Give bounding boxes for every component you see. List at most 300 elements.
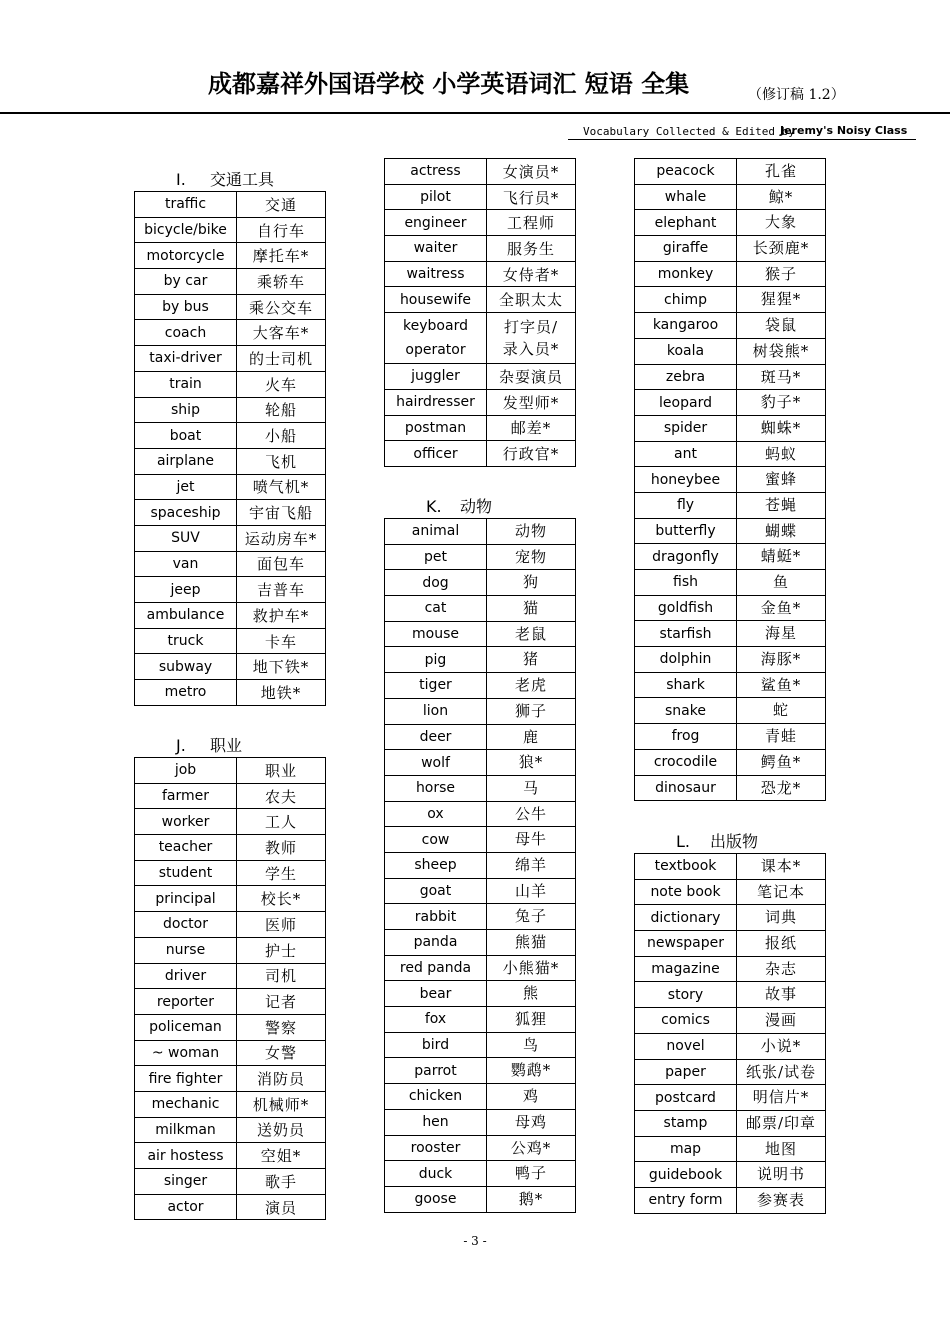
table-row	[635, 775, 826, 801]
credit-line: Vocabulary Collected & Edited by	[583, 125, 795, 138]
section-number: L.	[676, 832, 690, 851]
table-row	[385, 544, 576, 570]
english-term: dolphin	[635, 647, 737, 673]
chinese-term: 熊猫	[487, 930, 576, 956]
chinese-term: 大客车*	[237, 320, 326, 346]
english-term: newspaper	[635, 931, 737, 957]
table-row	[635, 544, 826, 570]
english-term: peacock	[635, 159, 737, 185]
table-row	[135, 243, 326, 269]
english-term: dictionary	[635, 905, 737, 931]
english-term: engineer	[385, 210, 487, 236]
english-term: chicken	[385, 1084, 487, 1110]
english-term: stamp	[635, 1110, 737, 1136]
table-row	[635, 570, 826, 596]
chinese-term: 参赛表	[737, 1187, 826, 1213]
chinese-term: 女演员*	[487, 159, 576, 185]
table-row	[135, 448, 326, 474]
table-row	[635, 236, 826, 262]
chinese-term: 鹿	[487, 724, 576, 750]
table-row	[385, 827, 576, 853]
chinese-term: 教师	[237, 835, 326, 861]
english-term: starfish	[635, 621, 737, 647]
english-term: ship	[135, 397, 237, 423]
chinese-term: 全职太太	[487, 287, 576, 313]
table-row	[135, 577, 326, 603]
chinese-term: 面包车	[237, 551, 326, 577]
english-term: rooster	[385, 1135, 487, 1161]
chinese-term: 摩托车*	[237, 243, 326, 269]
table-row	[135, 835, 326, 861]
english-term: cat	[385, 596, 487, 622]
english-term: ambulance	[135, 603, 237, 629]
chinese-term: 工人	[237, 809, 326, 835]
chinese-term: 喷气机*	[237, 474, 326, 500]
table-row	[635, 956, 826, 982]
table-row	[135, 1194, 326, 1220]
chinese-term: 故事	[737, 982, 826, 1008]
chinese-term: 鸭子	[487, 1161, 576, 1187]
section-name: 交通工具	[210, 170, 275, 189]
table-row	[135, 1169, 326, 1195]
table-row	[385, 364, 576, 390]
table-row	[135, 1117, 326, 1143]
table-row	[635, 441, 826, 467]
section-title-jobs	[176, 733, 242, 756]
chinese-term: 救护车*	[237, 603, 326, 629]
chinese-term: 杂志	[737, 956, 826, 982]
english-term: van	[135, 551, 237, 577]
table-row	[635, 749, 826, 775]
table-row	[385, 1109, 576, 1135]
english-term: job	[135, 758, 237, 784]
table-row	[385, 878, 576, 904]
chinese-term: 孔雀	[737, 159, 826, 185]
english-term: red panda	[385, 955, 487, 981]
english-term: housewife	[385, 287, 487, 313]
english-term: juggler	[385, 364, 487, 390]
english-term: ~ woman	[135, 1040, 237, 1066]
table-row	[385, 724, 576, 750]
section-name: 职业	[210, 736, 243, 755]
section-number: K.	[426, 497, 442, 516]
table-row	[135, 886, 326, 912]
table-row	[385, 750, 576, 776]
chinese-term: 轮船	[237, 397, 326, 423]
english-term: paper	[635, 1059, 737, 1085]
chinese-term: 消防员	[237, 1066, 326, 1092]
chinese-term: 树袋熊*	[737, 338, 826, 364]
table-row	[135, 963, 326, 989]
table-row	[635, 724, 826, 750]
english-term: officer	[385, 441, 487, 467]
english-term: pet	[385, 544, 487, 570]
table-row	[635, 1136, 826, 1162]
english-term: metro	[135, 680, 237, 706]
english-term: rabbit	[385, 904, 487, 930]
chinese-term: 地铁*	[237, 680, 326, 706]
chinese-term: 发型师*	[487, 389, 576, 415]
english-term: hen	[385, 1109, 487, 1135]
chinese-term: 蜘蛛*	[737, 415, 826, 441]
english-term: frog	[635, 724, 737, 750]
section-number: I.	[176, 170, 186, 189]
chinese-term: 豹子*	[737, 390, 826, 416]
english-term: duck	[385, 1161, 487, 1187]
section-title-animals	[426, 494, 492, 517]
chinese-term: 小熊猫*	[487, 955, 576, 981]
table-row	[385, 647, 576, 673]
vocab-table-jobs	[134, 757, 326, 1220]
english-term: waiter	[385, 236, 487, 262]
header-rule	[0, 112, 950, 114]
table-row	[385, 519, 576, 545]
chinese-term: 熊	[487, 981, 576, 1007]
chinese-term: 猩猩*	[737, 287, 826, 313]
english-term: actress	[385, 159, 487, 185]
english-term: comics	[635, 1008, 737, 1034]
table-row	[135, 1014, 326, 1040]
table-row	[135, 758, 326, 784]
english-term: tiger	[385, 673, 487, 699]
chinese-term: 交通	[237, 192, 326, 218]
table-row	[635, 313, 826, 339]
section-name: 出版物	[710, 832, 759, 851]
english-term: traffic	[135, 192, 237, 218]
chinese-term: 护士	[237, 937, 326, 963]
chinese-term: 行政官*	[487, 441, 576, 467]
chinese-term: 邮差*	[487, 415, 576, 441]
english-term: whale	[635, 184, 737, 210]
chinese-term: 司机	[237, 963, 326, 989]
table-row	[385, 261, 576, 287]
english-term: taxi-driver	[135, 346, 237, 372]
english-term: dragonfly	[635, 544, 737, 570]
chinese-term: 职业	[237, 758, 326, 784]
chinese-term: 报纸	[737, 931, 826, 957]
english-term: cow	[385, 827, 487, 853]
english-term: fire fighter	[135, 1066, 237, 1092]
table-row	[635, 1008, 826, 1034]
english-term: SUV	[135, 525, 237, 551]
english-term: fish	[635, 570, 737, 596]
english-term: jeep	[135, 577, 237, 603]
english-term: teacher	[135, 835, 237, 861]
chinese-term: 小说*	[737, 1033, 826, 1059]
table-row	[385, 1084, 576, 1110]
page-title: 成都嘉祥外国语学校 小学英语词汇 短语 全集	[208, 70, 690, 98]
english-term: parrot	[385, 1058, 487, 1084]
english-term: air hostess	[135, 1143, 237, 1169]
chinese-term: 纸张/试卷	[737, 1059, 826, 1085]
chinese-term: 鸡	[487, 1084, 576, 1110]
table-row	[385, 313, 576, 364]
chinese-term: 明信片*	[737, 1085, 826, 1111]
chinese-term: 鳄鱼*	[737, 749, 826, 775]
chinese-term: 卡车	[237, 628, 326, 654]
table-row	[135, 423, 326, 449]
table-row	[135, 809, 326, 835]
table-row	[635, 905, 826, 931]
table-row	[135, 937, 326, 963]
english-term: chimp	[635, 287, 737, 313]
english-term: worker	[135, 809, 237, 835]
chinese-term: 乘轿车	[237, 269, 326, 295]
chinese-term: 飞行员*	[487, 184, 576, 210]
table-row	[635, 390, 826, 416]
table-row	[135, 474, 326, 500]
table-row	[635, 1110, 826, 1136]
credit-brand: Jeremy's Noisy Class	[780, 124, 908, 137]
table-row	[635, 184, 826, 210]
table-row	[385, 621, 576, 647]
chinese-term: 蜜蜂	[737, 467, 826, 493]
chinese-term: 狼*	[487, 750, 576, 776]
table-row	[135, 912, 326, 938]
table-row	[135, 654, 326, 680]
table-row	[385, 673, 576, 699]
table-row	[135, 1143, 326, 1169]
table-row	[135, 397, 326, 423]
chinese-term: 服务生	[487, 236, 576, 262]
english-term: monkey	[635, 261, 737, 287]
table-row	[635, 595, 826, 621]
chinese-term: 吉普车	[237, 577, 326, 603]
english-term: panda	[385, 930, 487, 956]
english-term: postcard	[635, 1085, 737, 1111]
table-row	[385, 1058, 576, 1084]
table-row	[635, 647, 826, 673]
english-term: actor	[135, 1194, 237, 1220]
page-number: - 3 -	[463, 1234, 487, 1248]
table-row	[385, 981, 576, 1007]
table-row	[385, 1161, 576, 1187]
chinese-term: 恐龙*	[737, 775, 826, 801]
table-row	[635, 672, 826, 698]
chinese-term: 笔记本	[737, 879, 826, 905]
chinese-term: 母鸡	[487, 1109, 576, 1135]
english-term: farmer	[135, 783, 237, 809]
table-row	[385, 389, 576, 415]
english-term: nurse	[135, 937, 237, 963]
chinese-term: 鸟	[487, 1032, 576, 1058]
vocab-table-jobs-continued	[384, 158, 576, 467]
english-term: fly	[635, 492, 737, 518]
chinese-term: 苍蝇	[737, 492, 826, 518]
table-row	[385, 698, 576, 724]
chinese-term: 课本*	[737, 854, 826, 880]
english-term: boat	[135, 423, 237, 449]
table-row	[635, 879, 826, 905]
english-term: mouse	[385, 621, 487, 647]
chinese-term: 杂耍演员	[487, 364, 576, 390]
english-term: mechanic	[135, 1091, 237, 1117]
english-term: spaceship	[135, 500, 237, 526]
english-term: note book	[635, 879, 737, 905]
table-row	[635, 1187, 826, 1213]
chinese-term: 打字员/ 录入员*	[487, 313, 576, 364]
english-term: dog	[385, 570, 487, 596]
chinese-term: 蜻蜓*	[737, 544, 826, 570]
table-row	[385, 159, 576, 185]
chinese-term: 老鼠	[487, 621, 576, 647]
english-term: crocodile	[635, 749, 737, 775]
table-row	[635, 854, 826, 880]
english-term: postman	[385, 415, 487, 441]
table-row	[385, 801, 576, 827]
table-row	[385, 415, 576, 441]
english-term: shark	[635, 672, 737, 698]
chinese-term: 女侍者*	[487, 261, 576, 287]
table-row	[135, 371, 326, 397]
chinese-term: 绵羊	[487, 852, 576, 878]
chinese-term: 马	[487, 775, 576, 801]
table-row	[135, 525, 326, 551]
chinese-term: 的士司机	[237, 346, 326, 372]
table-row	[385, 775, 576, 801]
chinese-term: 猪	[487, 647, 576, 673]
chinese-term: 自行车	[237, 217, 326, 243]
table-row	[385, 852, 576, 878]
english-term: elephant	[635, 210, 737, 236]
table-row	[135, 1040, 326, 1066]
chinese-term: 海星	[737, 621, 826, 647]
chinese-term: 鲸*	[737, 184, 826, 210]
table-row	[385, 236, 576, 262]
table-row	[635, 1033, 826, 1059]
english-term: magazine	[635, 956, 737, 982]
table-row	[135, 192, 326, 218]
english-term: leopard	[635, 390, 737, 416]
english-term: milkman	[135, 1117, 237, 1143]
english-term: wolf	[385, 750, 487, 776]
english-term: dinosaur	[635, 775, 737, 801]
table-row	[635, 1162, 826, 1188]
english-term: waitress	[385, 261, 487, 287]
table-row	[635, 1059, 826, 1085]
english-term: student	[135, 860, 237, 886]
table-row	[635, 261, 826, 287]
table-row	[635, 338, 826, 364]
english-term: train	[135, 371, 237, 397]
english-term: reporter	[135, 989, 237, 1015]
vocab-table-animals-continued	[634, 158, 826, 801]
table-row	[385, 287, 576, 313]
english-term: pig	[385, 647, 487, 673]
table-row	[635, 159, 826, 185]
table-row	[385, 596, 576, 622]
chinese-term: 地图	[737, 1136, 826, 1162]
chinese-term: 袋鼠	[737, 313, 826, 339]
english-term: story	[635, 982, 737, 1008]
english-term: motorcycle	[135, 243, 237, 269]
chinese-term: 鹦鹉*	[487, 1058, 576, 1084]
section-name: 动物	[460, 497, 493, 516]
chinese-term: 狮子	[487, 698, 576, 724]
english-term: koala	[635, 338, 737, 364]
chinese-term: 说明书	[737, 1162, 826, 1188]
chinese-term: 乘公交车	[237, 294, 326, 320]
table-row	[135, 500, 326, 526]
chinese-term: 农夫	[237, 783, 326, 809]
english-term: butterfly	[635, 518, 737, 544]
english-term: textbook	[635, 854, 737, 880]
table-row	[385, 210, 576, 236]
table-row	[635, 621, 826, 647]
chinese-term: 演员	[237, 1194, 326, 1220]
chinese-term: 送奶员	[237, 1117, 326, 1143]
english-term: coach	[135, 320, 237, 346]
table-row	[635, 467, 826, 493]
chinese-term: 公鸡*	[487, 1135, 576, 1161]
chinese-term: 海豚*	[737, 647, 826, 673]
table-row	[135, 320, 326, 346]
table-row	[635, 364, 826, 390]
english-term: entry form	[635, 1187, 737, 1213]
table-row	[135, 346, 326, 372]
english-term: subway	[135, 654, 237, 680]
english-term: zebra	[635, 364, 737, 390]
table-row	[135, 269, 326, 295]
chinese-term: 鲨鱼*	[737, 672, 826, 698]
section-title-transport	[176, 167, 274, 190]
chinese-term: 公牛	[487, 801, 576, 827]
chinese-term: 金鱼*	[737, 595, 826, 621]
chinese-term: 工程师	[487, 210, 576, 236]
chinese-term: 邮票/印章	[737, 1110, 826, 1136]
english-term: principal	[135, 886, 237, 912]
chinese-term: 词典	[737, 905, 826, 931]
table-row	[135, 680, 326, 706]
chinese-term: 飞机	[237, 448, 326, 474]
chinese-term: 猫	[487, 596, 576, 622]
english-term: doctor	[135, 912, 237, 938]
chinese-term: 学生	[237, 860, 326, 886]
table-row	[385, 1186, 576, 1212]
vocab-table-transport	[134, 191, 326, 706]
chinese-term: 漫画	[737, 1008, 826, 1034]
table-row	[635, 287, 826, 313]
english-term: goose	[385, 1186, 487, 1212]
table-row	[635, 931, 826, 957]
table-row	[135, 603, 326, 629]
chinese-term: 老虎	[487, 673, 576, 699]
chinese-term: 母牛	[487, 827, 576, 853]
english-term: horse	[385, 775, 487, 801]
credit-rule	[568, 139, 916, 140]
english-term: fox	[385, 1007, 487, 1033]
chinese-term: 蛇	[737, 698, 826, 724]
section-number: J.	[176, 736, 186, 755]
table-row	[385, 955, 576, 981]
chinese-term: 鱼	[737, 570, 826, 596]
chinese-term: 歌手	[237, 1169, 326, 1195]
english-term: truck	[135, 628, 237, 654]
chinese-term: 猴子	[737, 261, 826, 287]
table-row	[635, 518, 826, 544]
chinese-term: 斑马*	[737, 364, 826, 390]
chinese-term: 蝴蝶	[737, 518, 826, 544]
table-row	[385, 570, 576, 596]
english-term: hairdresser	[385, 389, 487, 415]
chinese-term: 宇宙飞船	[237, 500, 326, 526]
table-row	[385, 441, 576, 467]
english-term: bear	[385, 981, 487, 1007]
chinese-term: 记者	[237, 989, 326, 1015]
table-row	[635, 210, 826, 236]
table-row	[135, 989, 326, 1015]
chinese-term: 鹅*	[487, 1186, 576, 1212]
